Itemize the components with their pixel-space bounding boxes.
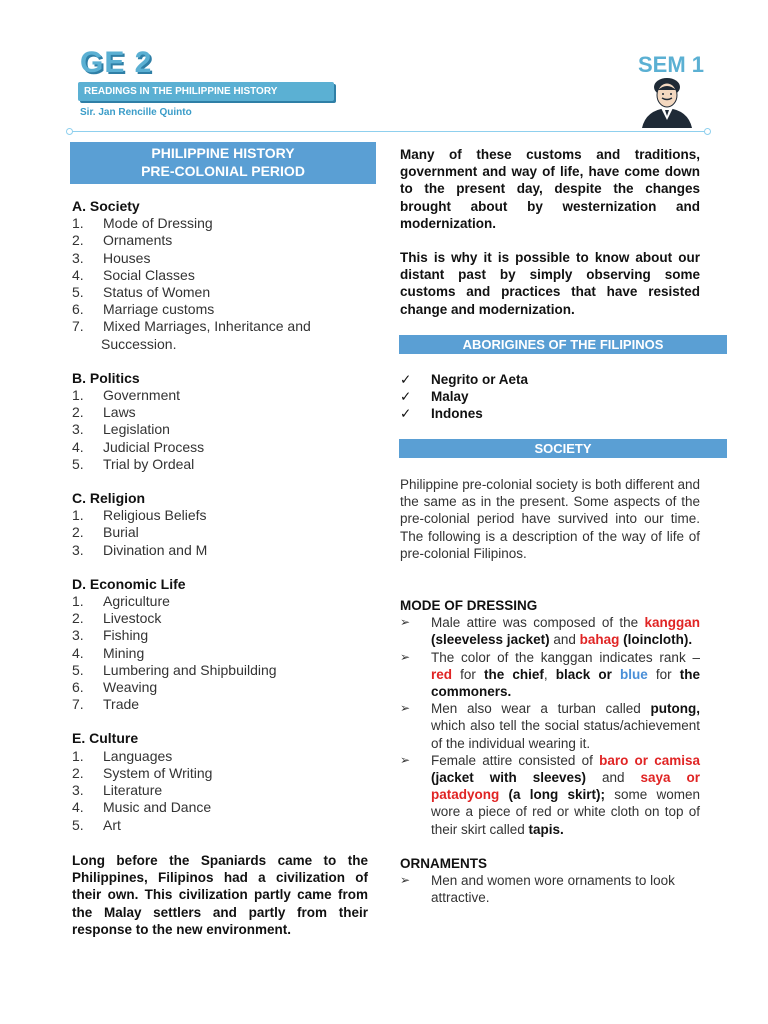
list-item: 5. Trial by Ordeal <box>72 455 195 472</box>
list-item: 5. Art <box>72 816 121 833</box>
ornaments-heading: ORNAMENTS <box>400 855 487 871</box>
list-item: 5. Lumbering and Shipbuilding <box>72 661 277 678</box>
paragraph-customs: Many of these customs and traditions, government and way of life, have come down to the present day, despite the changes brought about by westernization and modernization. <box>400 147 700 231</box>
course-subtitle: READINGS IN THE PHILIPPINE HISTORY <box>78 82 334 101</box>
list-item: 1. Government <box>72 387 181 404</box>
portrait-illustration <box>636 76 698 128</box>
society-bar: SOCIETY <box>399 439 727 458</box>
aborigines-list <box>400 371 528 423</box>
outline-heading-religion: C. Religion <box>72 490 146 507</box>
title-line-1: PHILIPPINE HISTORY <box>151 145 295 161</box>
list-item: 2. Burial <box>72 524 139 541</box>
dressing-section <box>400 597 700 906</box>
title-line-2: PRE-COLONIAL PERIOD <box>141 163 305 179</box>
course-title: GE 2 <box>80 46 153 79</box>
check-icon: ✓ <box>400 389 412 405</box>
list-item: 1. Agriculture <box>72 593 170 610</box>
arrow-bullet-icon: ➢ <box>400 615 411 630</box>
list-item: 4. Music and Dance <box>72 799 212 816</box>
context-paragraphs <box>400 146 700 318</box>
list-item: 2. Laws <box>72 404 136 421</box>
semester-label: SEM 1 <box>638 52 705 77</box>
list-item: 2. Livestock <box>72 610 162 627</box>
outline-list <box>72 198 372 834</box>
list-item: 7. Trade <box>72 696 140 713</box>
list-item: 3. Fishing <box>72 627 149 644</box>
dressing-heading: MODE OF DRESSING <box>400 598 538 613</box>
list-item: ➢ The color of the kanggan indicates rank – red for the chief, black or blue for the commoners. <box>400 649 700 700</box>
paragraph-past: This is why it is possible to know about our distant past by simply observing some customs and practices that have resisted change and modernization. <box>400 250 700 317</box>
list-item: 4. Mining <box>72 644 145 661</box>
arrow-bullet-icon: ➢ <box>400 873 411 888</box>
arrow-bullet-icon: ➢ <box>400 649 411 664</box>
outline-heading-economic: D. Economic Life <box>72 575 186 592</box>
list-item: ✓ Indones <box>400 406 483 422</box>
list-item: 6. Weaving <box>72 679 158 696</box>
list-item: ✓ Malay <box>400 389 469 405</box>
header-divider <box>70 131 706 132</box>
list-item: ✓ Negrito or Aeta <box>400 372 529 387</box>
arrow-bullet-icon: ➢ <box>400 752 411 767</box>
check-icon: ✓ <box>400 372 412 387</box>
list-item: 3. Divination and M <box>72 541 208 558</box>
list-item-continuation: Succession. <box>101 335 177 352</box>
list-item: 1. Languages <box>72 747 173 764</box>
outline-heading-society: A. Society <box>72 198 140 214</box>
arrow-bullet-icon: ➢ <box>400 701 411 716</box>
list-item: 6. Marriage customs <box>72 301 215 318</box>
title-bar <box>70 142 376 184</box>
list-item: 4. Social Classes <box>72 266 195 283</box>
list-item: 3. Legislation <box>72 421 170 438</box>
outline-heading-culture: E. Culture <box>72 730 139 747</box>
intro-paragraph: Long before the Spaniards came to the Philippines, Filipinos had a civilization of their own. This civilization partly came from the Malay settlers and partly from their response to the new environment. <box>72 853 368 937</box>
list-item: 2. System of Writing <box>72 764 213 781</box>
society-paragraph: Philippine pre-colonial society is both different and the same as in the present. Some aspects of the pre-colonial period have survived into our time. The following is a description of the way of life of pre-colonial Filipinos. <box>400 477 700 561</box>
list-item: ➢ Male attire was composed of the kanggan (sleeveless jacket) and bahag (loincloth). <box>400 615 700 648</box>
list-item: 4. Judicial Process <box>72 438 205 455</box>
list-item: 1. Religious Beliefs <box>72 507 207 524</box>
list-item: 3. Literature <box>72 782 163 799</box>
divider-dot-left <box>66 128 73 135</box>
list-item: 7. Mixed Marriages, Inheritance and <box>72 318 311 335</box>
list-item: 5. Status of Women <box>72 284 211 301</box>
check-icon: ✓ <box>400 406 412 422</box>
outline-heading-politics: B. Politics <box>72 369 140 386</box>
list-item: ➢ Men also wear a turban called putong, which also tell the social status/achievement of the individual wearing it. <box>400 701 700 751</box>
list-item: 1. Mode of Dressing <box>72 215 213 232</box>
divider-dot-right <box>704 128 711 135</box>
list-item: ➢ Female attire consisted of baro or camisa (jacket with sleeves) and saya or patadyong (a long skirt); some women wore a piece of red or white cloth on top of their skirt called tapis. <box>400 752 700 837</box>
list-item: 3. Houses <box>72 249 151 266</box>
list-item: 2. Ornaments <box>72 232 173 249</box>
aborigines-bar: ABORIGINES OF THE FILIPINOS <box>399 335 727 354</box>
author-name: Sir. Jan Rencille Quinto <box>80 107 192 118</box>
list-item: ➢ Men and women wore ornaments to look attractive. <box>400 873 675 906</box>
